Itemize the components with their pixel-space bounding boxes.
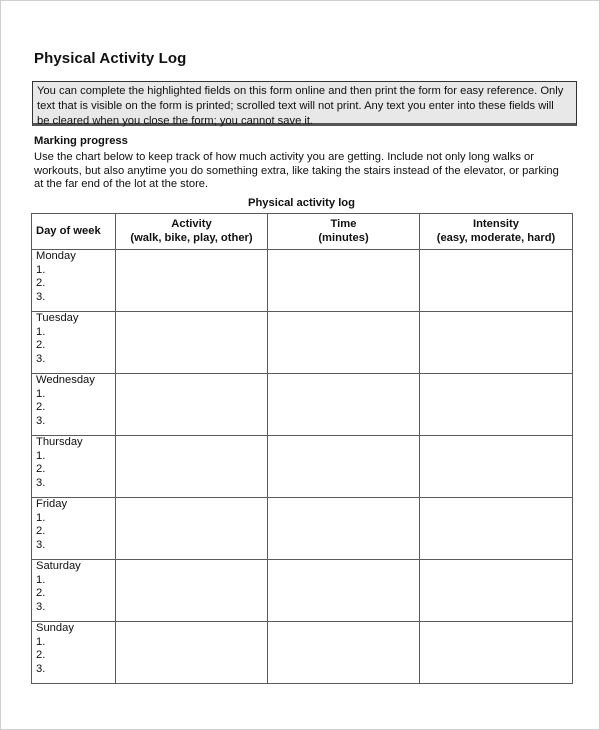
entry-number: 1. <box>36 387 46 400</box>
entry-number: 3. <box>36 476 46 489</box>
intensity-cell[interactable] <box>420 250 573 312</box>
table-row-wednesday <box>32 374 573 436</box>
instruction-line: Use the chart below to keep track of how much activity you are getting. Include not only long walks or <box>34 151 534 163</box>
activity-cell[interactable] <box>116 560 268 622</box>
entry-number: 3. <box>36 662 46 675</box>
entry-number: 2. <box>36 649 46 662</box>
notice-line: You can complete the highlighted fields on this form online and then print the form for easy reference. Only <box>37 85 564 97</box>
day-cell <box>32 374 116 436</box>
time-cell[interactable] <box>268 312 420 374</box>
header-activity-title: Activity <box>171 218 212 230</box>
notice-line: text that is visible on the form is printed; scrolled text will not print. Any text you enter into these fields will <box>37 100 554 112</box>
intensity-cell[interactable] <box>420 436 573 498</box>
header-intensity-title: Intensity <box>472 218 519 230</box>
entry-number: 3. <box>36 414 46 427</box>
day-name: Tuesday <box>36 312 79 324</box>
table-row-tuesday <box>32 312 573 374</box>
entry-number: 1. <box>36 511 46 524</box>
header-day-of-week: Day of week <box>32 214 116 250</box>
table-row-saturday <box>32 560 573 622</box>
table-row-thursday <box>32 436 573 498</box>
entry-number: 3. <box>36 352 46 365</box>
day-name: Thursday <box>36 436 83 448</box>
day-cell <box>32 622 116 684</box>
header-time <box>268 214 420 250</box>
header-time-title: Time <box>330 218 357 230</box>
header-intensity-subtitle: (easy, moderate, hard) <box>436 231 556 244</box>
intensity-cell[interactable] <box>420 622 573 684</box>
notice-line: be cleared when you close the form; you cannot save it. <box>37 115 314 127</box>
intensity-cell[interactable] <box>420 312 573 374</box>
section-heading: Marking progress <box>34 135 128 147</box>
day-cell <box>32 560 116 622</box>
instruction-line: at the far end of the lot at the store. <box>34 178 209 191</box>
entry-number: 2. <box>36 587 46 600</box>
day-name: Wednesday <box>36 374 95 386</box>
instructions-paragraph <box>34 151 579 192</box>
time-cell[interactable] <box>268 560 420 622</box>
time-cell[interactable] <box>268 374 420 436</box>
instruction-line: workouts, but also anytime you do something extra, like taking the stairs instead of the elevator, or parking <box>34 164 559 177</box>
entry-number: 1. <box>36 635 46 648</box>
entry-number: 3. <box>36 600 46 613</box>
header-intensity <box>420 214 573 250</box>
day-name: Sunday <box>36 622 74 634</box>
day-cell <box>32 436 116 498</box>
day-cell <box>32 250 116 312</box>
entry-number: 1. <box>36 573 46 586</box>
activity-log-table <box>31 213 573 684</box>
day-name: Friday <box>36 498 68 510</box>
day-cell <box>32 312 116 374</box>
activity-cell[interactable] <box>116 374 268 436</box>
entry-number: 2. <box>36 463 46 476</box>
entry-number: 2. <box>36 339 46 352</box>
day-cell <box>32 498 116 560</box>
table-row-friday <box>32 498 573 560</box>
entry-number: 2. <box>36 401 46 414</box>
entry-number: 1. <box>36 449 46 462</box>
intensity-cell[interactable] <box>420 498 573 560</box>
entry-number: 2. <box>36 277 46 290</box>
intensity-cell[interactable] <box>420 374 573 436</box>
activity-cell[interactable] <box>116 622 268 684</box>
time-cell[interactable] <box>268 436 420 498</box>
intensity-cell[interactable] <box>420 560 573 622</box>
header-activity-subtitle: (walk, bike, play, other) <box>130 231 253 244</box>
header-activity <box>116 214 268 250</box>
table-title: Physical activity log <box>248 197 355 209</box>
activity-cell[interactable] <box>116 250 268 312</box>
activity-cell[interactable] <box>116 498 268 560</box>
entry-number: 3. <box>36 290 46 303</box>
entry-number: 2. <box>36 525 46 538</box>
activity-cell[interactable] <box>116 436 268 498</box>
entry-number: 1. <box>36 325 46 338</box>
time-cell[interactable] <box>268 622 420 684</box>
page-title: Physical Activity Log <box>34 50 187 67</box>
table-header-row <box>32 214 573 250</box>
day-name: Saturday <box>36 560 81 572</box>
table-row-monday <box>32 250 573 312</box>
table-row-sunday <box>32 622 573 684</box>
form-notice-box <box>32 81 577 126</box>
time-cell[interactable] <box>268 498 420 560</box>
time-cell[interactable] <box>268 250 420 312</box>
activity-cell[interactable] <box>116 312 268 374</box>
entry-number: 1. <box>36 263 46 276</box>
day-name: Monday <box>36 250 76 262</box>
entry-number: 3. <box>36 538 46 551</box>
header-time-subtitle: (minutes) <box>318 231 369 244</box>
